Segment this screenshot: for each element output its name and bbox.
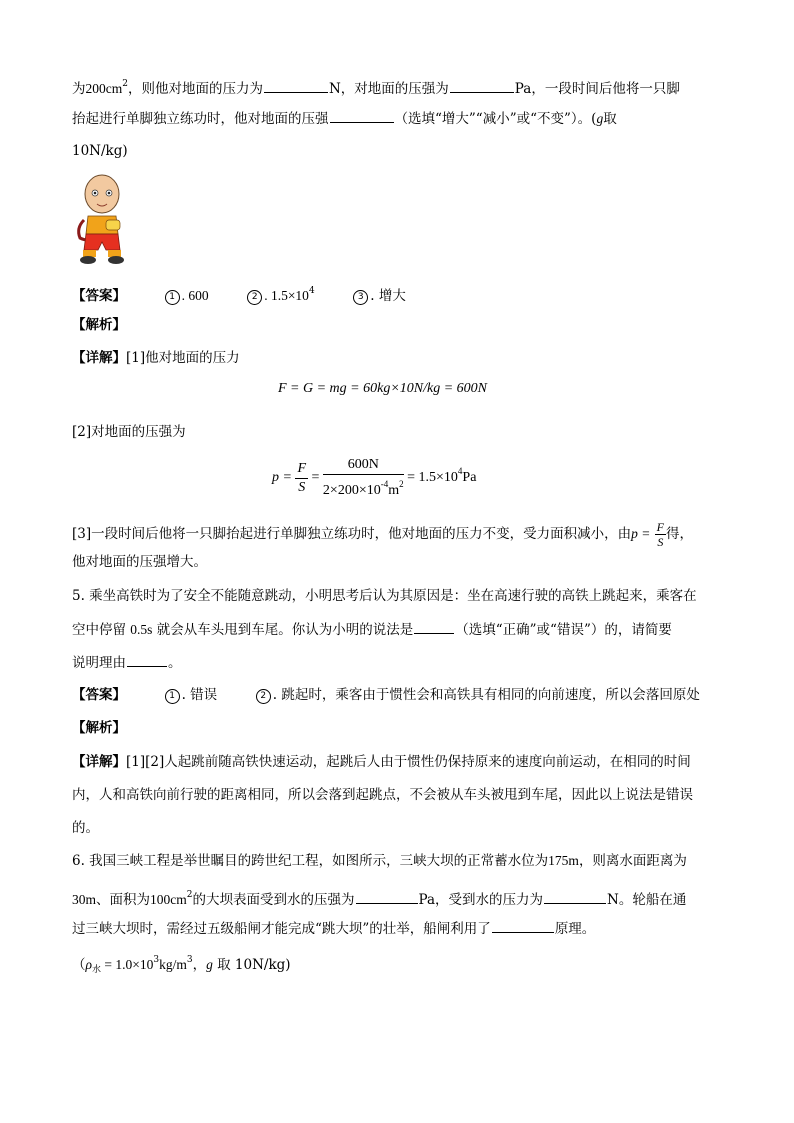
answer-5: 【答案】 1 . 错误 2 . 跳起时，乘客由于惯性会和高铁具有相同的向前速度，所以会落回原处 [72,687,700,703]
detail-4-p3: [3]一段时间后他将一只脚抬起进行单脚独立练功时，他对地面的压力不变，受力面积减小，由p = $\frac{F}{S}$ 得， [72,520,694,549]
equation-pressure: p = $\frac{F}{S}$ = $\frac{600N}{2\times 200\times 10^{-4}m^2}$ = $1.5\times 10^4Pa$ [272,457,477,498]
detail-4-p3-line2: 他对地面的压强增大。 [72,554,207,570]
answer-blank[interactable] [544,889,606,904]
question-5-line-1: 5. 乘坐高铁时为了安全不能随意跳动，小明思考后认为其原因是：坐在高速行驶的高铁上跳起来，乘客在 [72,588,697,604]
question-4-line-3: 10N/kg) [72,143,128,159]
question-6-line-1: 6. 我国三峡工程是举世瞩目的跨世纪工程，如图所示，三峡大坝的正常蓄水位为175m，则离水面距离为 [72,853,687,869]
question-5-line-3: 说明理由 。 [72,652,182,673]
question-4-line-2: 抬起进行单脚独立练功时，他对地面的压强 （选填“增大”“减小”或“不变”）。(g取 [72,108,617,129]
detail-4-p2: [2]对地面的压强为 [72,424,186,440]
answer-blank[interactable] [264,78,328,93]
answer-blank[interactable] [127,652,167,667]
analysis-label: 【解析】 [72,317,126,333]
monk-illustration [70,168,134,266]
answer-blank[interactable] [492,918,554,933]
analysis-label: 【解析】 [72,720,126,736]
question-6-line-2: 30m、面积为$100cm^2$的大坝表面受到水的压强为 Pa，受到水的压力为 N。轮船在通 [72,890,687,908]
detail-5-line-2: 内，人和高铁向前行驶的距离相同，所以会落到起跳点，不会被从车头被甩到车尾，因此以上说法是错误 [72,787,693,803]
answer-blank[interactable] [450,78,514,93]
answer-4: 【答案】 1 . 600 2 . $1.5\times 10^4$ 3 . 增大 [72,286,406,304]
answer-blank[interactable] [330,108,394,123]
question-6-line-4: （$\rho_水 = 1.0\times 10^3kg/m^3$，g 取 10N/kg) [72,955,291,975]
answer-blank[interactable] [414,619,454,634]
detail-5-line-3: 的。 [72,820,99,836]
question-6-line-3: 过三峡大坝时，需经过五级船闸才能完成“跳大坝”的壮举，船闸利用了 原理。 [72,918,595,939]
equation-force: F = G = mg = 60kg×10N/kg = 600N [278,381,488,396]
detail-4-p1: 【详解】[1]他对地面的压力 [72,350,240,366]
question-5-line-2: 空中停留 0.5s 就会从车头甩到车尾。你认为小明的说法是 （选填“正确”或“错误”）的，请简要 [72,619,672,640]
answer-blank[interactable] [356,889,418,904]
question-4-line-1: 为$200cm^2$，则他对地面的压力为 N，对地面的压强为 Pa，一段时间后他将一只脚 [72,79,680,97]
detail-5-line-1: 【详解】[1][2]人起跳前随高铁快速运动，起跳后人由于惯性仍保持原来的速度向前运动，在相同的时间 [72,754,691,770]
